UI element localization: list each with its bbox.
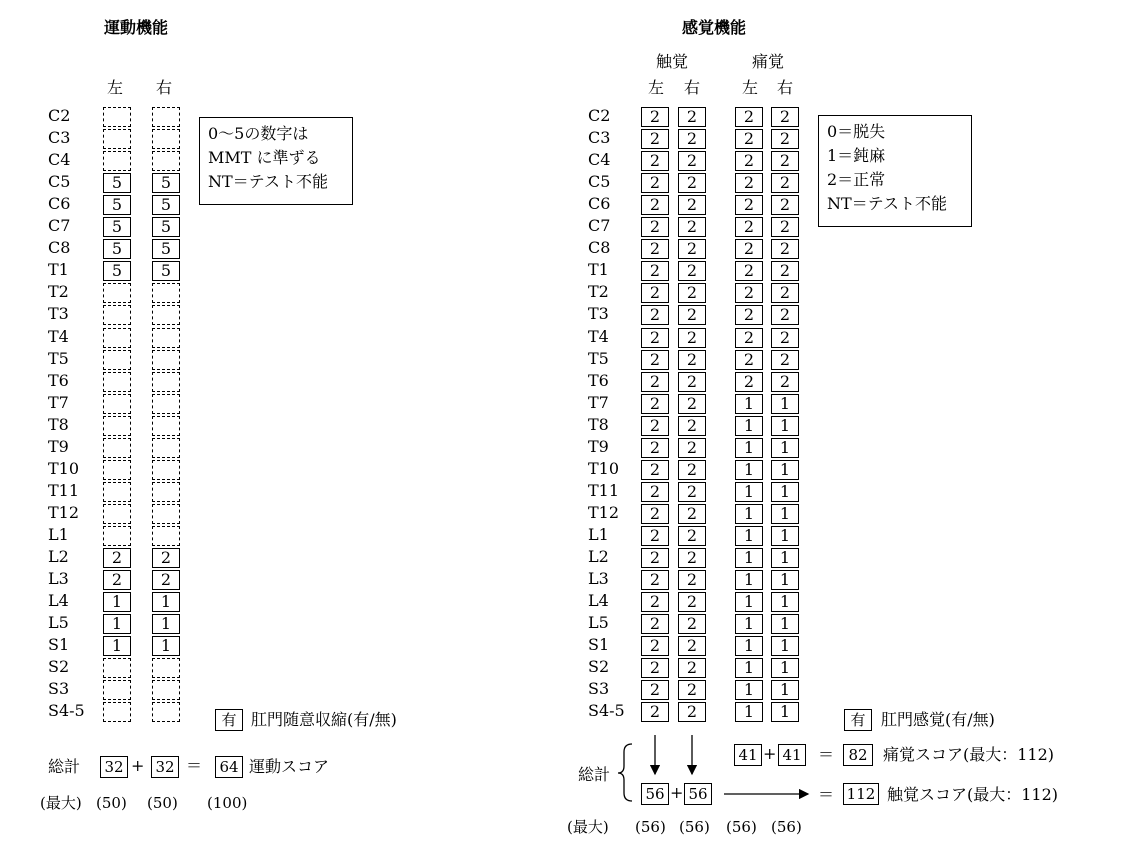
motor-level-label: T1 [48, 260, 69, 280]
touch-score-label: 触覚スコア(最大：112) [887, 785, 1059, 804]
touch-right-cell: 2 [678, 217, 706, 237]
pain-right-cell: 2 [771, 173, 799, 193]
sensory-level-label: C8 [588, 238, 611, 258]
touch-right-cell: 2 [678, 680, 706, 700]
pain-plus: + [763, 744, 777, 763]
sensory-level-label: C6 [588, 194, 611, 214]
motor-right-cell: 5 [152, 217, 180, 237]
pain-left-cell: 2 [735, 151, 763, 171]
touch-header: 触覚 [656, 52, 689, 71]
touch-left-header: 左 [648, 78, 665, 97]
touch-right-cell: 2 [678, 261, 706, 281]
touch-left-cell: 2 [641, 526, 669, 546]
pain-left-cell: 1 [735, 614, 763, 634]
pain-equals: ＝ [818, 745, 835, 764]
sensory-level-label: T6 [588, 370, 609, 390]
pain-total-left-box: 41 [734, 744, 762, 766]
touch-right-cell: 2 [678, 239, 706, 259]
motor-level-label: T10 [48, 458, 80, 478]
touch-left-cell: 2 [641, 151, 669, 171]
motor-left-cell: 1 [103, 614, 131, 634]
pain-left-cell: 1 [735, 438, 763, 458]
sensory-level-label: S2 [588, 657, 610, 677]
pain-left-cell: 2 [735, 283, 763, 303]
touch-right-cell: 2 [678, 151, 706, 171]
touch-left-cell: 2 [641, 350, 669, 370]
touch-left-cell: 2 [641, 460, 669, 480]
pain-left-cell: 2 [735, 129, 763, 149]
pain-right-cell: 1 [771, 548, 799, 568]
pain-right-cell: 2 [771, 328, 799, 348]
motor-max-label: (最大) [40, 794, 82, 812]
motor-score-label: 運動スコア [249, 757, 330, 776]
sensory-level-label: T4 [588, 326, 609, 346]
touch-right-header: 右 [684, 78, 701, 97]
touch-right-cell: 2 [678, 305, 706, 325]
pain-right-cell: 2 [771, 372, 799, 392]
touch-left-cell: 2 [641, 394, 669, 414]
touch-left-cell: 2 [641, 239, 669, 259]
sensory-level-label: T2 [588, 282, 609, 302]
motor-level-label: T8 [48, 414, 69, 434]
pain-right-cell: 2 [771, 283, 799, 303]
pain-right-cell: 1 [771, 482, 799, 502]
motor-plus: + [131, 756, 145, 775]
motor-left-cell: 2 [103, 548, 131, 568]
pain-right-cell: 2 [771, 129, 799, 149]
pain-left-cell: 2 [735, 107, 763, 127]
sensory-level-label: L1 [588, 524, 609, 544]
sensory-max-4: (56) [771, 818, 802, 836]
sensory-max-1: (56) [635, 818, 666, 836]
sensory-level-label: L5 [588, 613, 609, 633]
touch-right-cell: 2 [678, 283, 706, 303]
touch-right-cell: 2 [678, 570, 706, 590]
motor-right-header: 右 [156, 78, 173, 97]
motor-legend-line-1: 0～5の数字は [208, 124, 309, 143]
total-brace [618, 744, 632, 801]
sensory-level-label: T8 [588, 414, 609, 434]
sensory-level-label: S3 [588, 679, 610, 699]
pain-right-cell: 2 [771, 350, 799, 370]
pain-left-cell: 1 [735, 592, 763, 612]
pain-left-cell: 2 [735, 350, 763, 370]
motor-left-cell: 5 [103, 261, 131, 281]
pain-left-cell: 1 [735, 636, 763, 656]
pain-right-cell: 1 [771, 636, 799, 656]
motor-left-cell: 2 [103, 570, 131, 590]
touch-right-cell: 2 [678, 658, 706, 678]
sensory-level-label: C3 [588, 128, 611, 148]
pain-right-cell: 1 [771, 592, 799, 612]
pain-left-cell: 1 [735, 416, 763, 436]
pain-right-cell: 1 [771, 394, 799, 414]
motor-level-label: L4 [48, 591, 69, 611]
pain-right-cell: 1 [771, 416, 799, 436]
motor-left-header: 左 [107, 78, 124, 97]
touch-left-cell: 2 [641, 328, 669, 348]
motor-right-cell: 5 [152, 173, 180, 193]
sensory-level-label: C4 [588, 150, 611, 170]
touch-left-cell: 2 [641, 636, 669, 656]
sensory-level-label: T7 [588, 392, 609, 412]
touch-left-cell: 2 [641, 305, 669, 325]
touch-right-cell: 2 [678, 482, 706, 502]
pain-left-header: 左 [742, 78, 759, 97]
motor-title: 運動機能 [104, 18, 169, 37]
motor-right-cell: 5 [152, 239, 180, 259]
pain-left-cell: 2 [735, 372, 763, 392]
pain-right-cell: 1 [771, 680, 799, 700]
motor-right-cell: 2 [152, 548, 180, 568]
motor-level-label: T11 [48, 480, 80, 500]
motor-level-label: T12 [48, 502, 80, 522]
touch-right-cell: 2 [678, 372, 706, 392]
touch-right-cell: 2 [678, 129, 706, 149]
motor-level-label: S1 [48, 635, 70, 655]
pain-left-cell: 1 [735, 658, 763, 678]
motor-right-cell: 2 [152, 570, 180, 590]
motor-total-right-box: 32 [151, 756, 179, 778]
motor-level-label: T3 [48, 304, 69, 324]
pain-right-cell: 2 [771, 239, 799, 259]
motor-equals: ＝ [186, 756, 203, 775]
sensory-level-label: C7 [588, 216, 611, 236]
pain-left-cell: 1 [735, 570, 763, 590]
motor-level-label: T9 [48, 436, 69, 456]
touch-left-cell: 2 [641, 129, 669, 149]
pain-left-cell: 2 [735, 239, 763, 259]
sensory-level-label: L4 [588, 591, 609, 611]
motor-level-label: T5 [48, 348, 69, 368]
touch-right-cell: 2 [678, 195, 706, 215]
pain-header: 痛覚 [752, 52, 785, 71]
touch-right-cell: 2 [678, 592, 706, 612]
motor-level-label: L3 [48, 569, 69, 589]
motor-level-label: S3 [48, 679, 70, 699]
sensory-max-label: (最大) [567, 818, 609, 836]
sensory-legend-line-1: 0＝脱失 [827, 122, 886, 141]
pain-left-cell: 1 [735, 702, 763, 722]
pain-left-cell: 1 [735, 482, 763, 502]
sensory-level-label: T10 [588, 458, 620, 478]
sensory-anal-label: 肛門感覚(有/無) [881, 710, 995, 729]
motor-level-label: C8 [48, 238, 71, 258]
motor-total-box: 64 [215, 756, 243, 778]
pain-right-cell: 1 [771, 438, 799, 458]
sensory-level-label: T11 [588, 480, 620, 500]
sensory-level-label: T1 [588, 260, 609, 280]
touch-plus: + [670, 783, 684, 802]
pain-left-cell: 1 [735, 394, 763, 414]
touch-left-cell: 2 [641, 702, 669, 722]
motor-level-label: C2 [48, 106, 71, 125]
pain-left-cell: 1 [735, 504, 763, 524]
touch-right-cell: 2 [678, 526, 706, 546]
pain-right-cell: 1 [771, 570, 799, 590]
sensory-title: 感覚機能 [682, 18, 747, 37]
sensory-legend-line-4: NT＝テスト不能 [827, 194, 948, 213]
motor-level-label: S4-5 [48, 701, 85, 721]
motor-total-label: 総計 [48, 757, 81, 776]
motor-level-label: L2 [48, 547, 69, 566]
touch-equals: ＝ [818, 785, 835, 804]
motor-left-cell: 5 [103, 239, 131, 259]
touch-left-cell: 2 [641, 173, 669, 193]
pain-left-cell: 2 [735, 195, 763, 215]
pain-left-cell: 2 [735, 261, 763, 281]
sensory-level-label: S4-5 [588, 701, 625, 721]
sensory-level-label: S1 [588, 635, 610, 655]
pain-left-cell: 2 [735, 217, 763, 237]
motor-left-cell: 1 [103, 636, 131, 656]
motor-level-label: S2 [48, 657, 70, 677]
touch-right-cell: 2 [678, 416, 706, 436]
motor-level-label: L5 [48, 613, 69, 633]
touch-right-cell: 2 [678, 614, 706, 634]
motor-level-label: C6 [48, 194, 71, 214]
pain-right-cell: 1 [771, 702, 799, 722]
motor-level-label: L1 [48, 524, 69, 544]
sensory-level-label: L3 [588, 569, 609, 589]
pain-right-cell: 2 [771, 261, 799, 281]
pain-right-cell: 1 [771, 658, 799, 678]
sensory-legend-line-2: 1＝鈍麻 [827, 146, 886, 165]
motor-level-label: C4 [48, 150, 71, 170]
touch-right-cell: 2 [678, 173, 706, 193]
touch-left-cell: 2 [641, 195, 669, 215]
motor-total-left-box: 32 [100, 756, 128, 778]
touch-left-cell: 2 [641, 438, 669, 458]
sensory-total-label: 総計 [578, 765, 611, 784]
touch-right-cell: 2 [678, 548, 706, 568]
touch-left-cell: 2 [641, 261, 669, 281]
motor-left-cell: 5 [103, 217, 131, 237]
sensory-level-label: L2 [588, 547, 609, 566]
touch-left-cell: 2 [641, 548, 669, 568]
sensory-max-2: (56) [679, 818, 710, 836]
touch-right-cell: 2 [678, 438, 706, 458]
pain-right-cell: 1 [771, 526, 799, 546]
pain-right-header: 右 [777, 78, 794, 97]
motor-level-label: T7 [48, 392, 69, 412]
motor-legend-line-3: NT＝テスト不能 [208, 172, 329, 191]
pain-right-cell: 2 [771, 217, 799, 237]
touch-left-cell: 2 [641, 658, 669, 678]
motor-anal-value-box: 有 [215, 709, 243, 731]
sensory-level-label: C2 [588, 106, 611, 125]
touch-right-cell: 2 [678, 702, 706, 722]
motor-level-label: C7 [48, 216, 71, 236]
sensory-level-label: T9 [588, 436, 609, 456]
motor-right-cell: 1 [152, 636, 180, 656]
motor-anal-label: 肛門随意収縮(有/無) [251, 710, 397, 729]
motor-level-label: T6 [48, 370, 69, 390]
touch-left-cell: 2 [641, 217, 669, 237]
pain-right-cell: 1 [771, 460, 799, 480]
pain-score-label: 痛覚スコア(最大：112) [883, 745, 1055, 764]
touch-left-cell: 2 [641, 614, 669, 634]
pain-right-cell: 1 [771, 504, 799, 524]
touch-left-cell: 2 [641, 592, 669, 612]
touch-left-cell: 2 [641, 416, 669, 436]
motor-left-cell: 5 [103, 173, 131, 193]
touch-left-cell: 2 [641, 482, 669, 502]
motor-legend-line-2: MMT に準ずる [208, 148, 321, 167]
sensory-level-label: C5 [588, 172, 611, 192]
pain-left-cell: 1 [735, 460, 763, 480]
pain-right-cell: 2 [771, 107, 799, 127]
motor-level-label: C5 [48, 172, 71, 192]
pain-total-right-box: 41 [778, 744, 806, 766]
motor-left-cell: 1 [103, 592, 131, 612]
touch-left-cell: 2 [641, 570, 669, 590]
pain-left-cell: 2 [735, 305, 763, 325]
touch-total-right-box: 56 [684, 783, 712, 805]
motor-right-cell: 1 [152, 614, 180, 634]
pain-right-cell: 2 [771, 305, 799, 325]
touch-left-cell: 2 [641, 283, 669, 303]
pain-total-box: 82 [843, 744, 873, 766]
touch-left-cell: 2 [641, 372, 669, 392]
touch-total-left-box: 56 [641, 783, 669, 805]
sensory-anal-value-box: 有 [844, 709, 872, 731]
motor-level-label: T2 [48, 282, 69, 302]
motor-max-left: (50) [96, 794, 127, 812]
touch-left-cell: 2 [641, 107, 669, 127]
sensory-level-label: T5 [588, 348, 609, 368]
sensory-level-label: T3 [588, 304, 609, 324]
sensory-legend-line-3: 2＝正常 [827, 170, 886, 189]
motor-right-cell: 1 [152, 592, 180, 612]
pain-left-cell: 2 [735, 328, 763, 348]
touch-right-cell: 2 [678, 107, 706, 127]
pain-right-cell: 1 [771, 614, 799, 634]
motor-left-cell: 5 [103, 195, 131, 215]
pain-left-cell: 1 [735, 548, 763, 568]
sensory-level-label: T12 [588, 502, 620, 522]
motor-right-cell: 5 [152, 261, 180, 281]
touch-right-cell: 2 [678, 394, 706, 414]
touch-right-cell: 2 [678, 636, 706, 656]
pain-left-cell: 2 [735, 173, 763, 193]
touch-left-cell: 2 [641, 680, 669, 700]
pain-right-cell: 2 [771, 151, 799, 171]
pain-left-cell: 1 [735, 680, 763, 700]
motor-right-cell: 5 [152, 195, 180, 215]
motor-level-label: C3 [48, 128, 71, 148]
touch-right-cell: 2 [678, 504, 706, 524]
touch-right-cell: 2 [678, 350, 706, 370]
motor-max-right: (50) [147, 794, 178, 812]
touch-right-cell: 2 [678, 328, 706, 348]
motor-max-total: (100) [207, 794, 248, 812]
sensory-max-3: (56) [726, 818, 757, 836]
pain-right-cell: 2 [771, 195, 799, 215]
touch-total-box: 112 [843, 783, 879, 805]
pain-left-cell: 1 [735, 526, 763, 546]
touch-left-cell: 2 [641, 504, 669, 524]
touch-right-cell: 2 [678, 460, 706, 480]
motor-level-label: T4 [48, 326, 69, 346]
